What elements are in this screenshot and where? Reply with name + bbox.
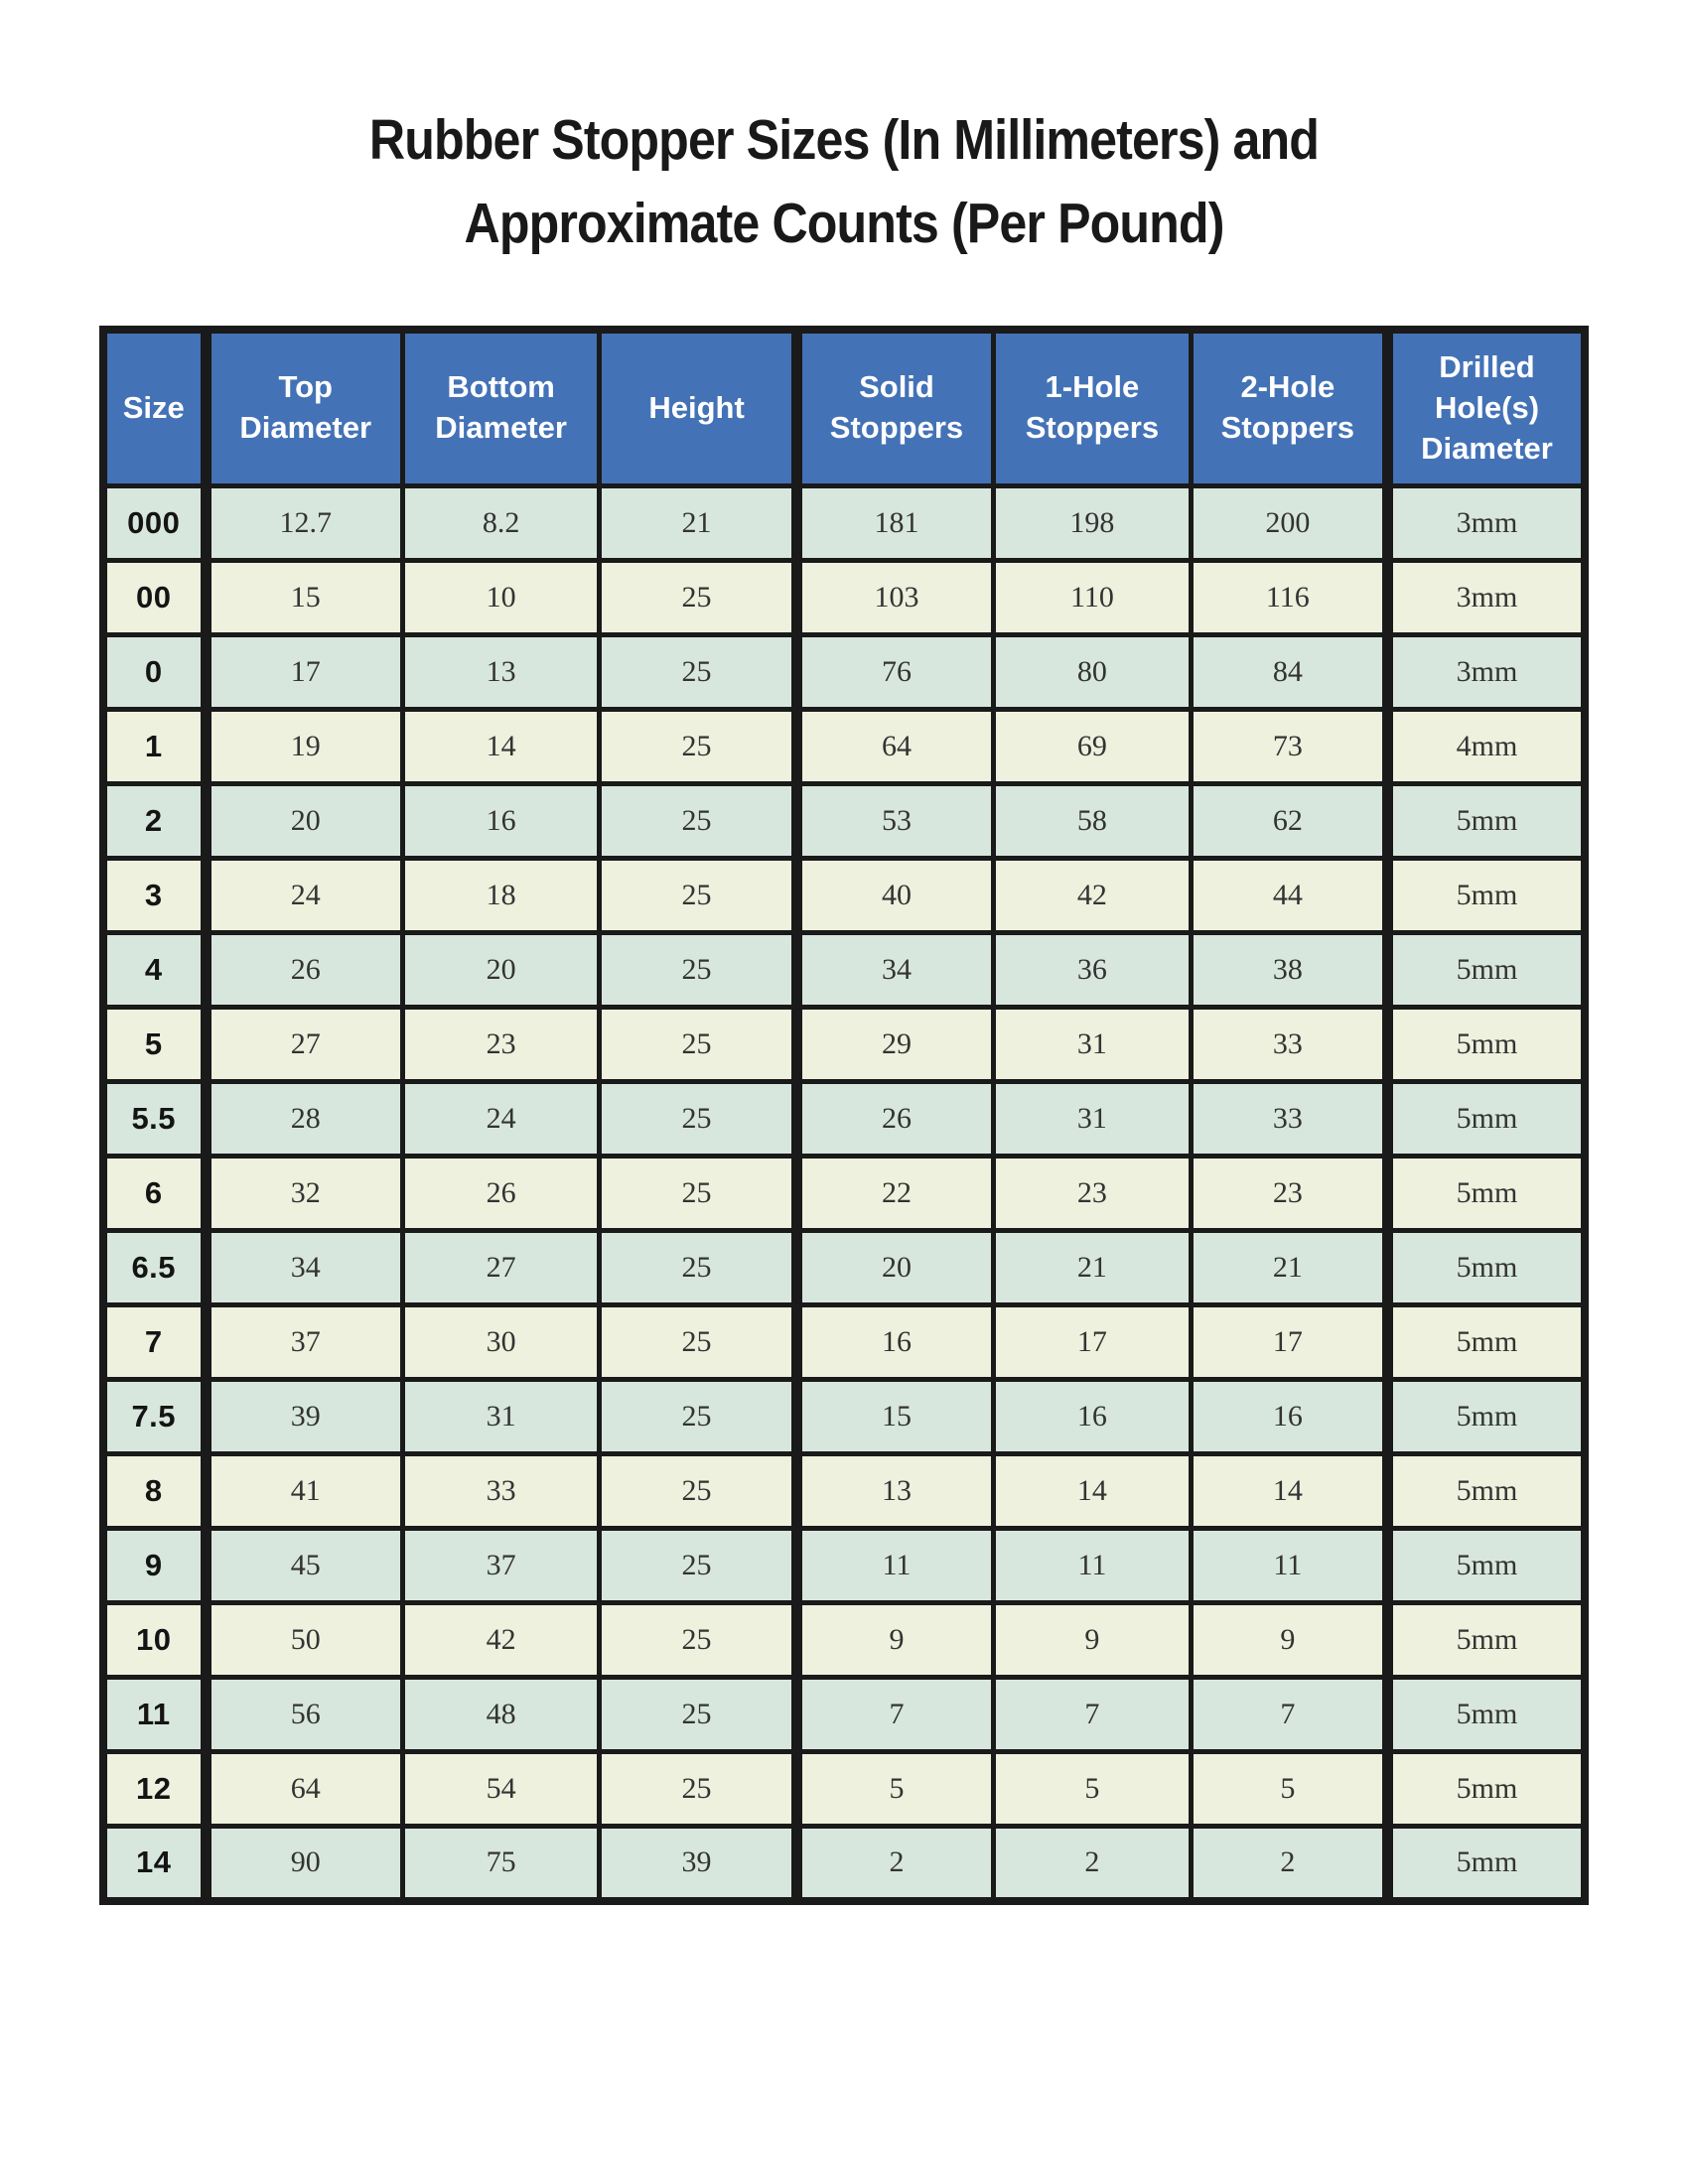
size-cell: 4: [103, 933, 206, 1008]
table-row: [103, 1603, 1585, 1678]
size-cell: 14: [103, 1827, 206, 1901]
value-cell: 116: [1191, 561, 1387, 635]
table-row: [103, 1752, 1585, 1827]
value-cell: 198: [994, 486, 1191, 561]
value-cell: 33: [1191, 1082, 1387, 1157]
value-cell: 84: [1191, 635, 1387, 710]
value-cell: 37: [402, 1529, 599, 1603]
value-cell: 5mm: [1388, 1827, 1585, 1901]
value-cell: 9: [994, 1603, 1191, 1678]
size-cell: 5.5: [103, 1082, 206, 1157]
value-cell: 16: [402, 784, 599, 859]
value-cell: 4mm: [1388, 710, 1585, 784]
value-cell: 25: [600, 1082, 796, 1157]
value-cell: 25: [600, 784, 796, 859]
table-row: [103, 1678, 1585, 1752]
value-cell: 23: [1191, 1157, 1387, 1231]
value-cell: 17: [206, 635, 402, 710]
value-cell: 12.7: [206, 486, 402, 561]
value-cell: 38: [1191, 933, 1387, 1008]
value-cell: 27: [402, 1231, 599, 1305]
table-row: [103, 1827, 1585, 1901]
table-row: [103, 710, 1585, 784]
table-row: [103, 1157, 1585, 1231]
value-cell: 11: [1191, 1529, 1387, 1603]
value-cell: 14: [1191, 1454, 1387, 1529]
table-header: [103, 330, 1585, 486]
value-cell: 5mm: [1388, 784, 1585, 859]
size-cell: 10: [103, 1603, 206, 1678]
value-cell: 26: [402, 1157, 599, 1231]
value-cell: 2: [994, 1827, 1191, 1901]
value-cell: 5mm: [1388, 859, 1585, 933]
value-cell: 34: [206, 1231, 402, 1305]
size-cell: 9: [103, 1529, 206, 1603]
value-cell: 25: [600, 1603, 796, 1678]
value-cell: 25: [600, 1752, 796, 1827]
table-row: [103, 635, 1585, 710]
value-cell: 5: [994, 1752, 1191, 1827]
col-header-bottom-diameter: Bottom Diameter: [402, 330, 599, 486]
size-cell: 1: [103, 710, 206, 784]
value-cell: 39: [600, 1827, 796, 1901]
value-cell: 54: [402, 1752, 599, 1827]
value-cell: 19: [206, 710, 402, 784]
size-cell: 11: [103, 1678, 206, 1752]
table-row: [103, 1082, 1585, 1157]
value-cell: 50: [206, 1603, 402, 1678]
value-cell: 5mm: [1388, 1305, 1585, 1380]
value-cell: 103: [796, 561, 993, 635]
value-cell: 73: [1191, 710, 1387, 784]
value-cell: 33: [1191, 1008, 1387, 1082]
table-row: [103, 1454, 1585, 1529]
value-cell: 25: [600, 1454, 796, 1529]
col-header-1-hole-stoppers: 1-Hole Stoppers: [994, 330, 1191, 486]
value-cell: 48: [402, 1678, 599, 1752]
col-header-drilled-holes-diameter: Drilled Hole(s) Diameter: [1388, 330, 1585, 486]
value-cell: 31: [402, 1380, 599, 1454]
value-cell: 7: [994, 1678, 1191, 1752]
value-cell: 33: [402, 1454, 599, 1529]
value-cell: 29: [796, 1008, 993, 1082]
table-row: [103, 1529, 1585, 1603]
value-cell: 17: [994, 1305, 1191, 1380]
value-cell: 8.2: [402, 486, 599, 561]
col-header-size: Size: [103, 330, 206, 486]
value-cell: 44: [1191, 859, 1387, 933]
value-cell: 18: [402, 859, 599, 933]
value-cell: 20: [796, 1231, 993, 1305]
value-cell: 45: [206, 1529, 402, 1603]
value-cell: 5mm: [1388, 1454, 1585, 1529]
value-cell: 39: [206, 1380, 402, 1454]
value-cell: 5mm: [1388, 1008, 1585, 1082]
size-cell: 12: [103, 1752, 206, 1827]
value-cell: 42: [994, 859, 1191, 933]
size-cell: 6: [103, 1157, 206, 1231]
table-row: [103, 933, 1585, 1008]
size-cell: 6.5: [103, 1231, 206, 1305]
page-title: [101, 99, 1587, 266]
value-cell: 64: [796, 710, 993, 784]
size-cell: 2: [103, 784, 206, 859]
value-cell: 16: [796, 1305, 993, 1380]
value-cell: 5: [1191, 1752, 1387, 1827]
value-cell: 64: [206, 1752, 402, 1827]
size-cell: 7: [103, 1305, 206, 1380]
table-row: [103, 1231, 1585, 1305]
title-line-2: Approximate Counts (Per Pound): [464, 191, 1224, 255]
table-row: [103, 486, 1585, 561]
size-cell: 7.5: [103, 1380, 206, 1454]
title-line-1: Rubber Stopper Sizes (In Millimeters) and: [368, 108, 1320, 172]
value-cell: 5mm: [1388, 1678, 1585, 1752]
value-cell: 9: [796, 1603, 993, 1678]
value-cell: 3mm: [1388, 561, 1585, 635]
value-cell: 14: [994, 1454, 1191, 1529]
table-row: [103, 1305, 1585, 1380]
value-cell: 25: [600, 635, 796, 710]
size-cell: 000: [103, 486, 206, 561]
value-cell: 21: [600, 486, 796, 561]
value-cell: 69: [994, 710, 1191, 784]
value-cell: 25: [600, 561, 796, 635]
value-cell: 5mm: [1388, 933, 1585, 1008]
value-cell: 24: [206, 859, 402, 933]
col-header-top-diameter: Top Diameter: [206, 330, 402, 486]
value-cell: 25: [600, 1380, 796, 1454]
value-cell: 17: [1191, 1305, 1387, 1380]
value-cell: 25: [600, 1529, 796, 1603]
value-cell: 31: [994, 1008, 1191, 1082]
size-cell: 5: [103, 1008, 206, 1082]
value-cell: 5mm: [1388, 1529, 1585, 1603]
value-cell: 24: [402, 1082, 599, 1157]
value-cell: 62: [1191, 784, 1387, 859]
value-cell: 13: [796, 1454, 993, 1529]
value-cell: 7: [796, 1678, 993, 1752]
value-cell: 15: [796, 1380, 993, 1454]
value-cell: 27: [206, 1008, 402, 1082]
table-body: [103, 486, 1585, 1901]
value-cell: 42: [402, 1603, 599, 1678]
value-cell: 34: [796, 933, 993, 1008]
size-cell: 8: [103, 1454, 206, 1529]
value-cell: 56: [206, 1678, 402, 1752]
value-cell: 5mm: [1388, 1157, 1585, 1231]
value-cell: 58: [994, 784, 1191, 859]
value-cell: 26: [206, 933, 402, 1008]
value-cell: 41: [206, 1454, 402, 1529]
value-cell: 25: [600, 1678, 796, 1752]
value-cell: 40: [796, 859, 993, 933]
value-cell: 28: [206, 1082, 402, 1157]
value-cell: 30: [402, 1305, 599, 1380]
value-cell: 25: [600, 1157, 796, 1231]
value-cell: 53: [796, 784, 993, 859]
value-cell: 16: [994, 1380, 1191, 1454]
value-cell: 3mm: [1388, 486, 1585, 561]
value-cell: 2: [1191, 1827, 1387, 1901]
value-cell: 5mm: [1388, 1603, 1585, 1678]
value-cell: 26: [796, 1082, 993, 1157]
col-header-height: Height: [600, 330, 796, 486]
value-cell: 5mm: [1388, 1082, 1585, 1157]
size-cell: 0: [103, 635, 206, 710]
value-cell: 25: [600, 933, 796, 1008]
col-header-2-hole-stoppers: 2-Hole Stoppers: [1191, 330, 1387, 486]
value-cell: 5: [796, 1752, 993, 1827]
value-cell: 16: [1191, 1380, 1387, 1454]
value-cell: 25: [600, 710, 796, 784]
value-cell: 5mm: [1388, 1231, 1585, 1305]
value-cell: 11: [994, 1529, 1191, 1603]
value-cell: 25: [600, 1231, 796, 1305]
value-cell: 23: [994, 1157, 1191, 1231]
value-cell: 14: [402, 710, 599, 784]
value-cell: 23: [402, 1008, 599, 1082]
value-cell: 25: [600, 1305, 796, 1380]
value-cell: 20: [402, 933, 599, 1008]
value-cell: 25: [600, 859, 796, 933]
header-row: [103, 330, 1585, 486]
value-cell: 21: [1191, 1231, 1387, 1305]
value-cell: 200: [1191, 486, 1387, 561]
value-cell: 181: [796, 486, 993, 561]
value-cell: 25: [600, 1008, 796, 1082]
table-row: [103, 561, 1585, 635]
value-cell: 110: [994, 561, 1191, 635]
value-cell: 11: [796, 1529, 993, 1603]
value-cell: 37: [206, 1305, 402, 1380]
value-cell: 21: [994, 1231, 1191, 1305]
table-row: [103, 784, 1585, 859]
value-cell: 15: [206, 561, 402, 635]
stopper-size-table: [99, 326, 1589, 1905]
value-cell: 31: [994, 1082, 1191, 1157]
value-cell: 13: [402, 635, 599, 710]
size-cell: 00: [103, 561, 206, 635]
table-row: [103, 1008, 1585, 1082]
value-cell: 80: [994, 635, 1191, 710]
value-cell: 10: [402, 561, 599, 635]
col-header-solid-stoppers: Solid Stoppers: [796, 330, 993, 486]
value-cell: 20: [206, 784, 402, 859]
value-cell: 36: [994, 933, 1191, 1008]
value-cell: 5mm: [1388, 1752, 1585, 1827]
value-cell: 2: [796, 1827, 993, 1901]
value-cell: 5mm: [1388, 1380, 1585, 1454]
value-cell: 32: [206, 1157, 402, 1231]
table-row: [103, 859, 1585, 933]
value-cell: 3mm: [1388, 635, 1585, 710]
value-cell: 76: [796, 635, 993, 710]
value-cell: 75: [402, 1827, 599, 1901]
value-cell: 9: [1191, 1603, 1387, 1678]
size-cell: 3: [103, 859, 206, 933]
value-cell: 90: [206, 1827, 402, 1901]
table-row: [103, 1380, 1585, 1454]
value-cell: 7: [1191, 1678, 1387, 1752]
value-cell: 22: [796, 1157, 993, 1231]
